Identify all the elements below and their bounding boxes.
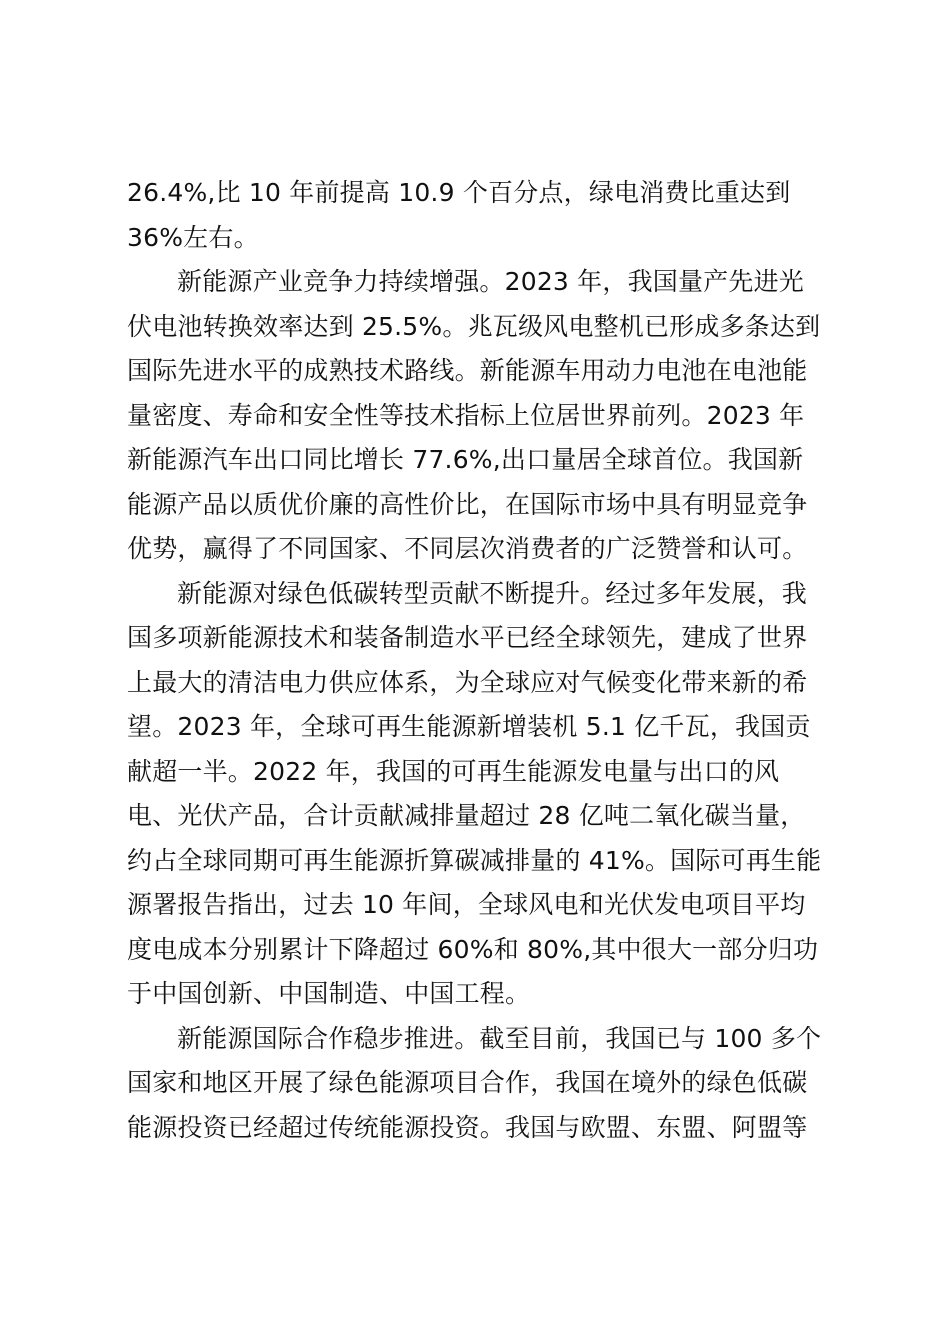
paragraph-4-line-2: 国家和地区开展了绿色能源项目合作，我国在境外的绿色低碳: [127, 1068, 808, 1097]
paragraph-3-line-5: 献超一半。2022 年，我国的可再生能源发电量与出口的风: [127, 756, 780, 786]
paragraph-3-line-2: 国多项新能源技术和装备制造水平已经全球领先，建成了世界: [127, 623, 808, 652]
paragraph-3-line-6: 电、光伏产品，合计贡献减排量超过 28 亿吨二氧化碳当量，: [127, 801, 806, 830]
paragraph-2-line-3: 国际先进水平的成熟技术路线。新能源车用动力电池在电池能: [127, 356, 808, 385]
paragraph-2-line-5: 新能源汽车出口同比增长 77.6%,出口量居全球首位。我国新: [127, 445, 804, 474]
paragraph-2-line-6: 能源产品以质优价廉的高性价比，在国际市场中具有明显竞争: [127, 489, 808, 519]
paragraph-1-line-1: 26.4%,比 10 年前提高 10.9 个百分点，绿电消费比重达到: [127, 178, 791, 207]
paragraph-3-line-9: 度电成本分别累计下降超过 60%和 80%,其中很大一部分归功: [127, 934, 819, 964]
paragraph-3-line-8: 源署报告指出，过去 10 年间，全球风电和光伏发电项目平均: [127, 890, 806, 919]
paragraph-2-line-1: 新能源产业竞争力持续增强。2023 年，我国量产先进光: [177, 267, 804, 296]
paragraph-3-line-4: 望。2023 年，全球可再生能源新增装机 5.1 亿千瓦，我国贡: [127, 712, 811, 741]
paragraph-4-line-1: 新能源国际合作稳步推进。截至目前，我国已与 100 多个: [177, 1023, 822, 1053]
paragraph-3-line-10: 于中国创新、中国制造、中国工程。: [127, 979, 531, 1008]
paragraph-4-line-3: 能源投资已经超过传统能源投资。我国与欧盟、东盟、阿盟等: [127, 1112, 808, 1142]
paragraph-1-line-2: 36%左右。: [127, 222, 259, 252]
paragraph-3-line-7: 约占全球同期可再生能源折算碳减排量的 41%。国际可再生能: [127, 845, 822, 875]
paragraph-2-line-7: 优势，赢得了不同国家、不同层次消费者的广泛赞誉和认可。: [127, 534, 808, 563]
body-text: [127, 171, 832, 1150]
paragraph-3-line-1: 新能源对绿色低碳转型贡献不断提升。经过多年发展，我: [177, 578, 808, 608]
paragraph-2-line-2: 伏电池转换效率达到 25.5%。兆瓦级风电整机已形成多条达到: [127, 311, 821, 341]
paragraph-3-line-3: 上最大的清洁电力供应体系，为全球应对气候变化带来新的希: [127, 667, 808, 697]
paragraph-2-line-4: 量密度、寿命和安全性等技术指标上位居世界前列。2023 年: [127, 400, 805, 430]
